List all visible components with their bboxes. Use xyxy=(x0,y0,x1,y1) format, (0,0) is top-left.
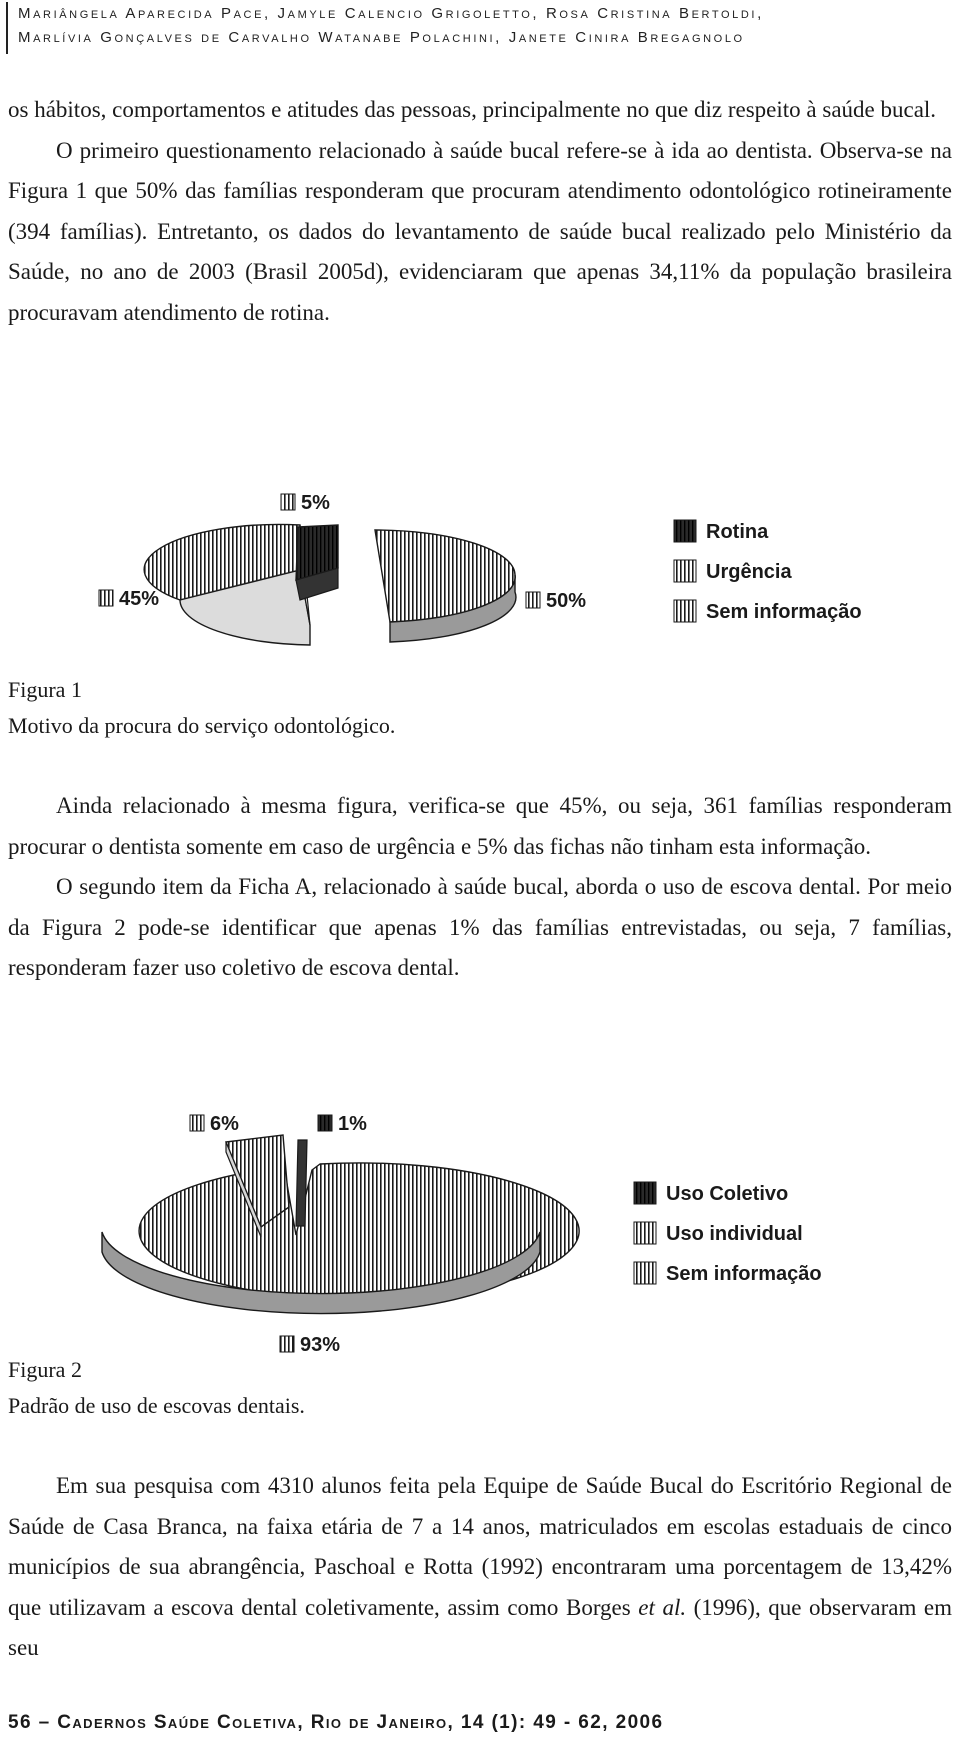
paragraph-5 xyxy=(8,1466,952,1669)
fig2-legend-coletivo-swatch xyxy=(634,1182,656,1204)
fig2-label-1-swatch xyxy=(318,1115,332,1131)
paragraph-1: os hábitos, comportamentos e atitudes das pessoas, principalmente no que diz respeito à saúde bucal. xyxy=(8,97,937,122)
fig2-label-93-swatch xyxy=(280,1336,294,1352)
paragraph-2: O primeiro questionamento relacionado à saúde bucal refere-se à ida ao dentista. Observa-se na Figura 1 que 50% das famílias responderam que procuram atendimento odontológico rotineiramente (394 famílias). Entretanto, os dados do levantamento de saúde bucal realizado pelo Ministério da Saúde, no ano de 2003 (Brasil 2005d), evidenciaram que apenas 34,11% da população brasileira procuravam atendimento de rotina. xyxy=(8,137,952,325)
fig1-label-5-swatch xyxy=(281,494,295,510)
running-header xyxy=(6,2,958,54)
page-footer: 56 – Cadernos Saúde Coletiva, Rio de Janeiro, 14 (1): 49 - 62, 2006 xyxy=(8,1712,664,1733)
figure-1-caption xyxy=(8,672,395,744)
fig2-label-6-swatch xyxy=(190,1115,204,1131)
fig1-legend-urgencia: Urgência xyxy=(706,561,792,583)
fig2-label-1: 1% xyxy=(338,1113,367,1135)
figure-1-chart xyxy=(0,470,960,670)
fig2-legend-coletivo: Uso Coletivo xyxy=(666,1183,789,1205)
fig2-label-6: 6% xyxy=(210,1113,239,1135)
figure-1-caption-text: Motivo da procura do serviço odontológico. xyxy=(8,713,396,738)
fig2-legend-seminfo: Sem informação xyxy=(666,1263,822,1285)
figure-2-svg xyxy=(0,1100,960,1356)
body-text-top xyxy=(8,90,952,333)
fig1-legend-rotina: Rotina xyxy=(706,521,769,543)
fig1-legend-urgencia-swatch xyxy=(674,560,696,582)
paragraph-5-text: Em sua pesquisa com 4310 alunos feita pela Equipe de Saúde Bucal do Escritório Regional de Saúde de Casa Branca, na faixa etária de 7 a 14 anos, matriculados em escolas estaduais de cinco municípios de sua abrangência, Paschoal e Rotta (1992) encontraram uma porcentagem de 13,42% que utilizavam a escova dental coletivamente, assim como Borges xyxy=(8,1473,952,1620)
fig1-legend-seminfo-swatch xyxy=(674,600,696,622)
figure-1-caption-title: Figura 1 xyxy=(8,677,82,702)
fig1-label-50-swatch xyxy=(526,592,540,608)
paragraph-5-text-end: (1996), que observaram em seu xyxy=(8,1594,952,1660)
fig1-label-50: 50% xyxy=(546,590,587,612)
figure-2-caption xyxy=(8,1352,305,1424)
fig2-legend-individual-swatch xyxy=(634,1222,656,1244)
figure-1-svg xyxy=(0,470,960,670)
fig2-slice-coletivo xyxy=(296,1140,307,1226)
fig1-label-5: 5% xyxy=(301,492,330,514)
fig1-legend-seminfo: Sem informação xyxy=(706,601,862,623)
paragraph-5-italic: et al. xyxy=(638,1594,687,1620)
body-text-middle xyxy=(8,786,952,989)
figure-2-caption-text: Padrão de uso de escovas dentais. xyxy=(8,1393,305,1418)
body-text-bottom xyxy=(8,1466,952,1669)
fig1-label-45: 45% xyxy=(119,588,160,610)
fig2-label-93: 93% xyxy=(300,1334,341,1356)
header-authors-line1: Mariângela Aparecida Pace, Jamyle Calencio Grigoletto, Rosa Cristina Bertoldi, xyxy=(18,5,764,22)
paragraph-4: O segundo item da Ficha A, relacionado à saúde bucal, aborda o uso de escova dental. Por meio da Figura 2 pode-se identificar que apenas 1% das famílias entrevistadas, ou seja, 7 famílias, responderam fazer uso coletivo de escova dental. xyxy=(8,874,952,980)
fig1-legend-rotina-swatch xyxy=(674,520,696,542)
fig2-legend-seminfo-swatch xyxy=(634,1262,656,1284)
fig1-label-45-swatch xyxy=(99,590,113,606)
header-authors-line2: Marlívia Gonçalves de Carvalho Watanabe Polachini, Janete Cinira Bregagnolo xyxy=(18,29,745,46)
paragraph-3: Ainda relacionado à mesma figura, verifica-se que 45%, ou seja, 361 famílias responderam procurar o dentista somente em caso de urgência e 5% das fichas não tinham esta informação. xyxy=(8,793,952,859)
figure-2-chart xyxy=(0,1100,960,1356)
fig2-legend-individual: Uso individual xyxy=(666,1223,803,1245)
figure-2-caption-title: Figura 2 xyxy=(8,1357,82,1382)
